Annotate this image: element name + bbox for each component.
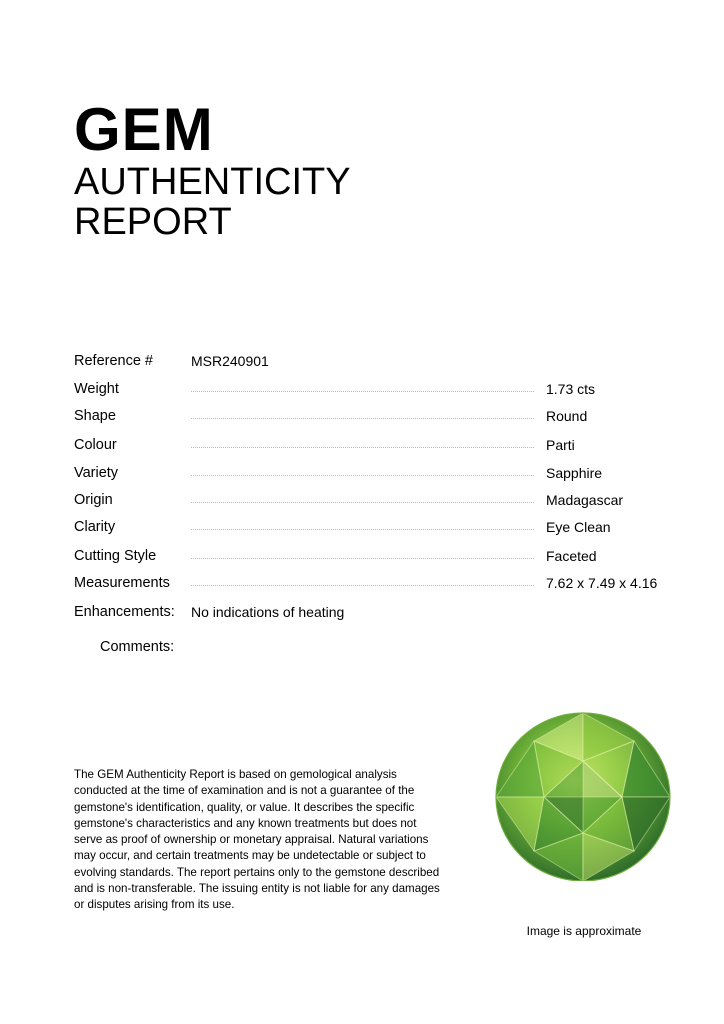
image-caption: Image is approximate: [526, 924, 642, 938]
field-label: Colour: [74, 437, 117, 453]
field-label: Cutting Style: [74, 548, 157, 564]
field-row-measurements: [74, 573, 664, 593]
dotted-leader: [191, 475, 534, 476]
field-label: Clarity: [74, 519, 116, 535]
dotted-leader: [191, 529, 534, 530]
field-label: Variety: [74, 465, 119, 481]
dotted-leader: [191, 447, 534, 448]
field-value: Parti: [546, 437, 575, 453]
dotted-leader: [191, 502, 534, 503]
field-value: Madagascar: [546, 492, 624, 508]
field-label: Shape: [74, 408, 116, 424]
field-row-weight: [74, 379, 664, 399]
field-row-cutting-style: [74, 546, 664, 566]
field-label: Measurements: [74, 575, 170, 591]
enhancements-value: No indications of heating: [191, 604, 345, 620]
field-row-origin: [74, 490, 664, 510]
reference-label: Reference #: [74, 353, 153, 369]
field-row-colour: [74, 435, 664, 455]
reference-value: MSR240901: [191, 353, 269, 369]
field-value: Eye Clean: [546, 519, 611, 535]
enhancements-row: [74, 602, 664, 622]
gemstone-image: [494, 711, 674, 881]
subtitle-line-1: AUTHENTICITY: [74, 161, 351, 203]
field-value: Sapphire: [546, 465, 603, 481]
field-value: Faceted: [546, 548, 597, 564]
field-value: 1.73 cts: [546, 381, 596, 397]
gemstone-illustration: [494, 711, 674, 881]
reference-row: [74, 351, 664, 371]
field-label: Origin: [74, 492, 113, 508]
enhancements-label: Enhancements:: [74, 604, 175, 620]
field-label: Weight: [74, 381, 119, 397]
subtitle-line-2: REPORT: [74, 201, 232, 243]
dotted-leader: [191, 558, 534, 559]
field-row-clarity: [74, 517, 664, 537]
comments-label: Comments:: [100, 639, 175, 655]
field-value: 7.62 x 7.49 x 4.16: [546, 575, 658, 591]
report-subtitle: [74, 162, 351, 242]
dotted-leader: [191, 418, 534, 419]
field-row-variety: [74, 463, 664, 483]
report-title: GEM: [74, 96, 214, 163]
field-value: Round: [546, 408, 588, 424]
dotted-leader: [191, 391, 534, 392]
dotted-leader: [191, 585, 534, 586]
field-row-shape: [74, 406, 664, 426]
disclaimer-text: The GEM Authenticity Report is based on gemological analysis conducted at the time of examination and is not a guarantee of the gemstone's identification, quality, or value. It describes the specific gemstone's characteristics and any known treatments but does not serve as proof of ownership or monetary appraisal. Natural variations may occur, and certain treatments may be undetectable or subject to evolving standards. The report pertains only to the gemstone described and is non-transferable. The issuing entity is not liable for any damages or disputes arising from its use.: [74, 768, 440, 912]
